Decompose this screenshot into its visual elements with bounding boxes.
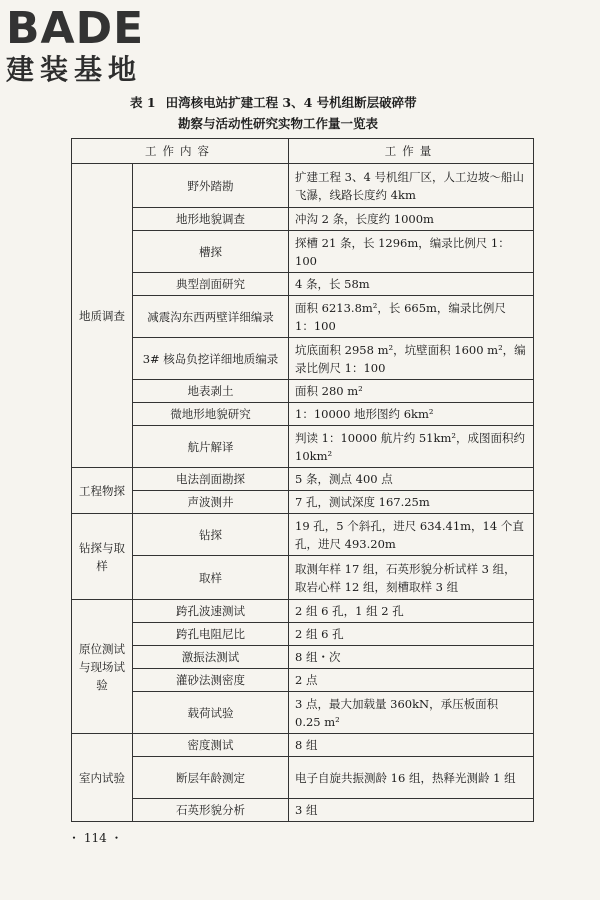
item-cell: 减震沟东西两壁详细编录 [133, 296, 289, 338]
item-cell: 地表剥土 [133, 380, 289, 403]
table-row [72, 757, 534, 799]
table-row [72, 273, 534, 296]
table-row [72, 491, 534, 514]
quantity-cell: 2 点 [289, 669, 534, 692]
header-work-quantity: 工作量 [289, 139, 534, 164]
item-cell: 槽探 [133, 231, 289, 273]
quantity-cell: 4 条，长 58m [289, 273, 534, 296]
item-cell: 典型剖面研究 [133, 273, 289, 296]
item-cell: 钻探 [133, 514, 289, 556]
quantity-cell: 面积 280 m² [289, 380, 534, 403]
table-row [72, 669, 534, 692]
table-row [72, 231, 534, 273]
table-row [72, 734, 534, 757]
item-cell: 地形地貌调查 [133, 208, 289, 231]
category-cell: 原位测试与现场试验 [72, 600, 133, 734]
table-row [72, 692, 534, 734]
item-cell: 野外踏勘 [133, 164, 289, 208]
table-row [72, 468, 534, 491]
category-cell: 工程物探 [72, 468, 133, 514]
table-row [72, 600, 534, 623]
table-number: 表 1 [130, 95, 156, 110]
item-cell: 跨孔电阻尼比 [133, 623, 289, 646]
quantity-cell: 取测年样 17 组，石英形貌分析试样 3 组，取岩心样 12 组，刻槽取样 3 组 [289, 556, 534, 600]
table-row [72, 799, 534, 822]
table-row [72, 556, 534, 600]
table-row [72, 164, 534, 208]
brand-logo [6, 4, 144, 86]
category-cell: 地质调查 [72, 164, 133, 468]
item-cell: 断层年龄测定 [133, 757, 289, 799]
workload-table [71, 138, 534, 822]
category-cell: 钻探与取样 [72, 514, 133, 600]
table-row [72, 646, 534, 669]
quantity-cell: 3 点，最大加载量 360kN，承压板面积 0.25 m² [289, 692, 534, 734]
item-cell: 3# 核岛负挖详细地质编录 [133, 338, 289, 380]
quantity-cell: 探槽 21 条，长 1296m，编录比例尺 1：100 [289, 231, 534, 273]
item-cell: 石英形貌分析 [133, 799, 289, 822]
item-cell: 航片解译 [133, 426, 289, 468]
item-cell: 灌砂法测密度 [133, 669, 289, 692]
quantity-cell: 电子自旋共振测龄 16 组，热释光测龄 1 组 [289, 757, 534, 799]
table-row [72, 338, 534, 380]
quantity-cell: 7 孔，测试深度 167.25m [289, 491, 534, 514]
item-cell: 载荷试验 [133, 692, 289, 734]
quantity-cell: 8 组・次 [289, 646, 534, 669]
table-row [72, 208, 534, 231]
table-row [72, 426, 534, 468]
item-cell: 取样 [133, 556, 289, 600]
logo-brand-text: BADE [6, 3, 145, 54]
table-caption [130, 92, 490, 134]
header-work-content: 工作内容 [72, 139, 289, 164]
item-cell: 跨孔波速测试 [133, 600, 289, 623]
quantity-cell: 1：10000 地形图约 6km² [289, 403, 534, 426]
quantity-cell: 2 组 6 孔，1 组 2 孔 [289, 600, 534, 623]
quantity-cell: 3 组 [289, 799, 534, 822]
category-cell: 室内试验 [72, 734, 133, 822]
quantity-cell: 19 孔，5 个斜孔，进尺 634.41m，14 个直孔，进尺 493.20m [289, 514, 534, 556]
table-row [72, 403, 534, 426]
item-cell: 微地形地貌研究 [133, 403, 289, 426]
table-row [72, 380, 534, 403]
table-row [72, 623, 534, 646]
table-row [72, 296, 534, 338]
item-cell: 激振法测试 [133, 646, 289, 669]
table-row [72, 514, 534, 556]
item-cell: 声波测井 [133, 491, 289, 514]
quantity-cell: 坑底面积 2958 m²，坑壁面积 1600 m²，编录比例尺 1：100 [289, 338, 534, 380]
item-cell: 密度测试 [133, 734, 289, 757]
quantity-cell: 面积 6213.8m²，长 665m，编录比例尺 1：100 [289, 296, 534, 338]
quantity-cell: 5 条，测点 400 点 [289, 468, 534, 491]
page-number: ・ 114 ・ [68, 831, 123, 845]
caption-line-2: 勘察与活动性研究实物工作量一览表 [178, 116, 379, 131]
quantity-cell: 扩建工程 3、4 号机组厂区，人工边坡～船山飞瀑，线路长度约 4km [289, 164, 534, 208]
item-cell: 电法剖面勘探 [133, 468, 289, 491]
quantity-cell: 2 组 6 孔 [289, 623, 534, 646]
quantity-cell: 冲沟 2 条，长度约 1000m [289, 208, 534, 231]
logo-subtitle: 建装基地 [6, 53, 143, 86]
quantity-cell: 8 组 [289, 734, 534, 757]
table-header-row [72, 139, 534, 164]
quantity-cell: 判读 1：10000 航片约 51km²，成图面积约 10km² [289, 426, 534, 468]
caption-line-1: 田湾核电站扩建工程 3、4 号机组断层破碎带 [165, 95, 417, 110]
